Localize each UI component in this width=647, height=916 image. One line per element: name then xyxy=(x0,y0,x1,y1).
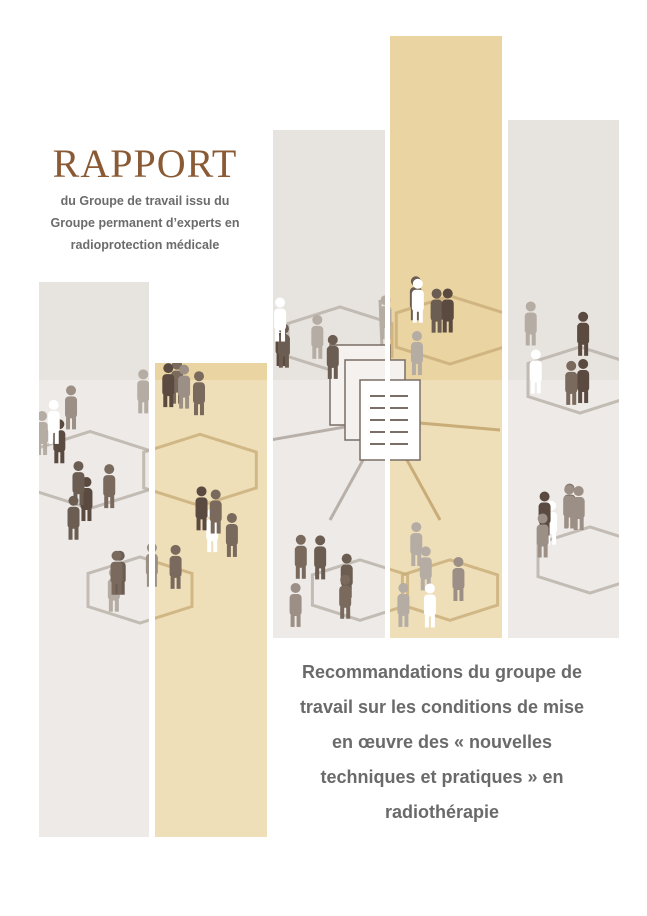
illustration-strip-5 xyxy=(508,120,619,638)
subtitle-line: radioprotection médicale xyxy=(70,238,220,252)
report-subtitle xyxy=(36,190,254,256)
subtitle-line: du Groupe de travail issu du xyxy=(60,194,230,208)
recommendation-line: techniques et pratiques » en xyxy=(320,767,564,787)
illustration-strip-4 xyxy=(390,36,502,638)
network-illustration-icon xyxy=(508,120,619,638)
illustration-strip-3 xyxy=(273,130,385,638)
recommendation-line: travail sur les conditions de mise xyxy=(299,697,585,717)
illustration-strip-2 xyxy=(155,363,267,837)
recommendation-title xyxy=(282,655,602,830)
network-illustration-icon xyxy=(39,282,149,837)
title-block xyxy=(36,142,254,256)
network-illustration-icon xyxy=(155,363,267,837)
illustration-strip-1 xyxy=(39,282,149,837)
network-illustration-icon xyxy=(273,130,385,638)
report-title: RAPPORT xyxy=(52,141,238,186)
subtitle-line: Groupe permanent d’experts en xyxy=(50,216,240,230)
recommendation-line: Recommandations du groupe de xyxy=(301,662,583,682)
recommendation-line: radiothérapie xyxy=(384,802,500,822)
network-illustration-icon xyxy=(390,36,502,638)
recommendation-line: en œuvre des « nouvelles xyxy=(331,732,553,752)
